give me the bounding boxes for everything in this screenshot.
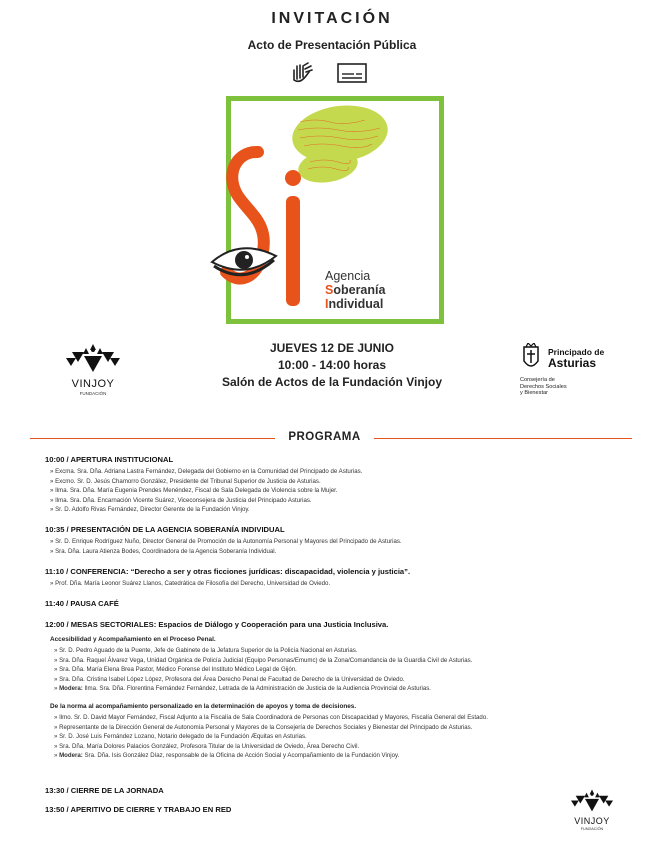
subtitles-icon [338, 64, 366, 82]
letter-i-dot [285, 170, 301, 186]
asturias-logo [520, 343, 640, 403]
moderator-item: » Modera: Ilma. Sra. Dña. Florentina Fernández Fernández, Letrada de la Administración de Justicia de la Audiencia Provincial de Asturias. [54, 685, 431, 692]
list-item: » Sra. Dña. María Dolores Palacios González, Profesora Titular de la Universidad de Oviedo, Área Derecho Civil. [54, 743, 359, 750]
section-heading: 10:35 / PRESENTACIÓN DE LA AGENCIA SOBERANÍA INDIVIDUAL [45, 525, 285, 534]
list-item: » Representante de la Dirección General de Autonomía Personal y Mayores de la Consejería de Derechos Sociales y Bienestar del Principado de Asturias. [54, 724, 472, 731]
list-item: » Ilmo. Sr. D. David Mayor Fernández, Fiscal Adjunto a la Fiscalía de Sala Coordinadora de Personas con Discapacidad y Mayores, Fiscalía General del Estado. [54, 714, 488, 721]
vinjoy-name: VINJOY [71, 378, 115, 390]
asturias-dept2: Derechos Sociales [520, 383, 567, 390]
asturias-coat-of-arms-icon [520, 343, 542, 373]
list-item: » Sra. Dña. Cristina Isabel López López, Profesora del Área Derecho Penal de Facultad de Derecho de la Universidad de Oviedo. [54, 676, 405, 683]
vinjoy-emblem-icon [567, 788, 617, 816]
vinjoy-logo-footer [567, 788, 617, 836]
page-title: INVITACIÓN [271, 10, 393, 27]
list-item: » Sr. D. Pedro Aguado de la Puente, Jefe de Gabinete de la Jefatura Superior de la Policía Nacional en Asturias. [54, 647, 358, 654]
eye-icon [212, 248, 276, 274]
event-place: Salón de Actos de la Fundación Vinjoy [221, 375, 443, 389]
list-item: » Sra. Dña. María Elena Brea Pastor, Médico Forense del Instituto Médico Legal de Gijón. [54, 666, 297, 673]
section-heading: 11:40 / PAUSA CAFÉ [45, 599, 119, 608]
asturias-line1: Principado de [548, 347, 605, 357]
divider-left [30, 438, 275, 439]
list-item: » Sr. D. José Luis Fernández Lozano, Notario delegado de la Fundación Æquitas en Asturias. [54, 733, 307, 740]
divider-right [374, 438, 632, 439]
asturias-dept3: y Bienestar [520, 390, 548, 396]
list-item: » Sra. Dña. Raquel Álvarez Vega, Unidad Orgánica de Policía Judicial (Equipo Personas/Emumc) de la Zona/Comandancia de la Guardia Civil de Asturias. [54, 657, 472, 664]
agency-name-line3: Individual [325, 297, 384, 311]
vinjoy-sub: FUNDACIÓN [580, 827, 604, 831]
list-item: » Ilma. Sra. Dña. Encarnación Vicente Suárez, Viceconsejera de Justicia del Principado Asturias. [50, 497, 312, 504]
list-item: » Sr. D. Enrique Rodríguez Nuño, Director General de Promoción de la Autonomía Personal y Mayores del Principado de Asturias. [50, 538, 402, 545]
asturias-line2: Asturias [548, 356, 597, 370]
agency-name-line1: Agencia [325, 269, 371, 283]
vinjoy-emblem-icon [62, 342, 124, 378]
section-heading: 12:00 / MESAS SECTORIALES: Espacios de Diálogo y Cooperación para una Justicia Inclusiva. [45, 620, 389, 629]
sign-language-icon [294, 63, 312, 81]
list-item: » Excmo. Sr. D. Jesús Chamorro González, Presidente del Tribunal Superior de Justicia de Asturias. [50, 478, 321, 485]
list-item: » Prof. Dña. María Leonor Suárez Llanos, Catedrática de Filosofía del Derecho, Universidad de Oviedo. [50, 580, 330, 587]
vinjoy-logo [62, 342, 124, 400]
asturias-dept1: Consejería de [520, 377, 555, 383]
list-item: » Ilma. Sra. Dña. María Eugenia Prendes Menéndez, Fiscal de Sala Delegada de Violencia sobre la Mujer. [50, 487, 337, 494]
accessibility-icons [290, 60, 380, 84]
moderator-item: » Modera: Sra. Dña. Isis González Díaz, responsable de la Oficina de Acción Social y Acompañamiento de la Fundación Vinjoy. [54, 752, 399, 759]
list-item: » Sr. D. Adolfo Rivas Fernández, Director Gerente de la Fundación Vinjoy. [50, 506, 250, 513]
vinjoy-sub: FUNDACIÓN [79, 391, 107, 396]
section-heading: 10:00 / APERTURA INSTITUCIONAL [45, 455, 174, 464]
letter-i-stem [286, 196, 300, 306]
page-subtitle: Acto de Presentación Pública [247, 38, 417, 52]
table-title: Accesibilidad y Acompañamiento en el Proceso Penal. [50, 636, 216, 643]
table-title: De la norma al acompañamiento personalizado en la determinación de apoyos y toma de decisiones. [50, 703, 357, 710]
section-heading: 13:50 / APERITIVO DE CIERRE Y TRABAJO EN RED [45, 805, 232, 814]
programa-title: PROGRAMA [288, 431, 361, 443]
list-item: » Excma. Sra. Dña. Adriana Lastra Fernández, Delegada del Gobierno en la Comunidad del Principado de Asturias. [50, 468, 362, 475]
agency-name-line2: Soberanía [325, 283, 386, 297]
event-date: JUEVES 12 DE JUNIO [269, 341, 395, 355]
event-time: 10:00 - 14:00 horas [277, 358, 387, 372]
list-item: » Sra. Dña. Laura Atienza Bodes, Coordinadora de la Agencia Soberanía Individual. [50, 548, 276, 555]
section-heading: 13:30 / CIERRE DE LA JORNADA [45, 786, 164, 795]
section-heading: 11:10 / CONFERENCIA: “Derecho a ser y otras ficciones jurídicas: discapacidad, violencia y justicia”. [45, 567, 411, 576]
vinjoy-name: VINJOY [574, 816, 610, 826]
